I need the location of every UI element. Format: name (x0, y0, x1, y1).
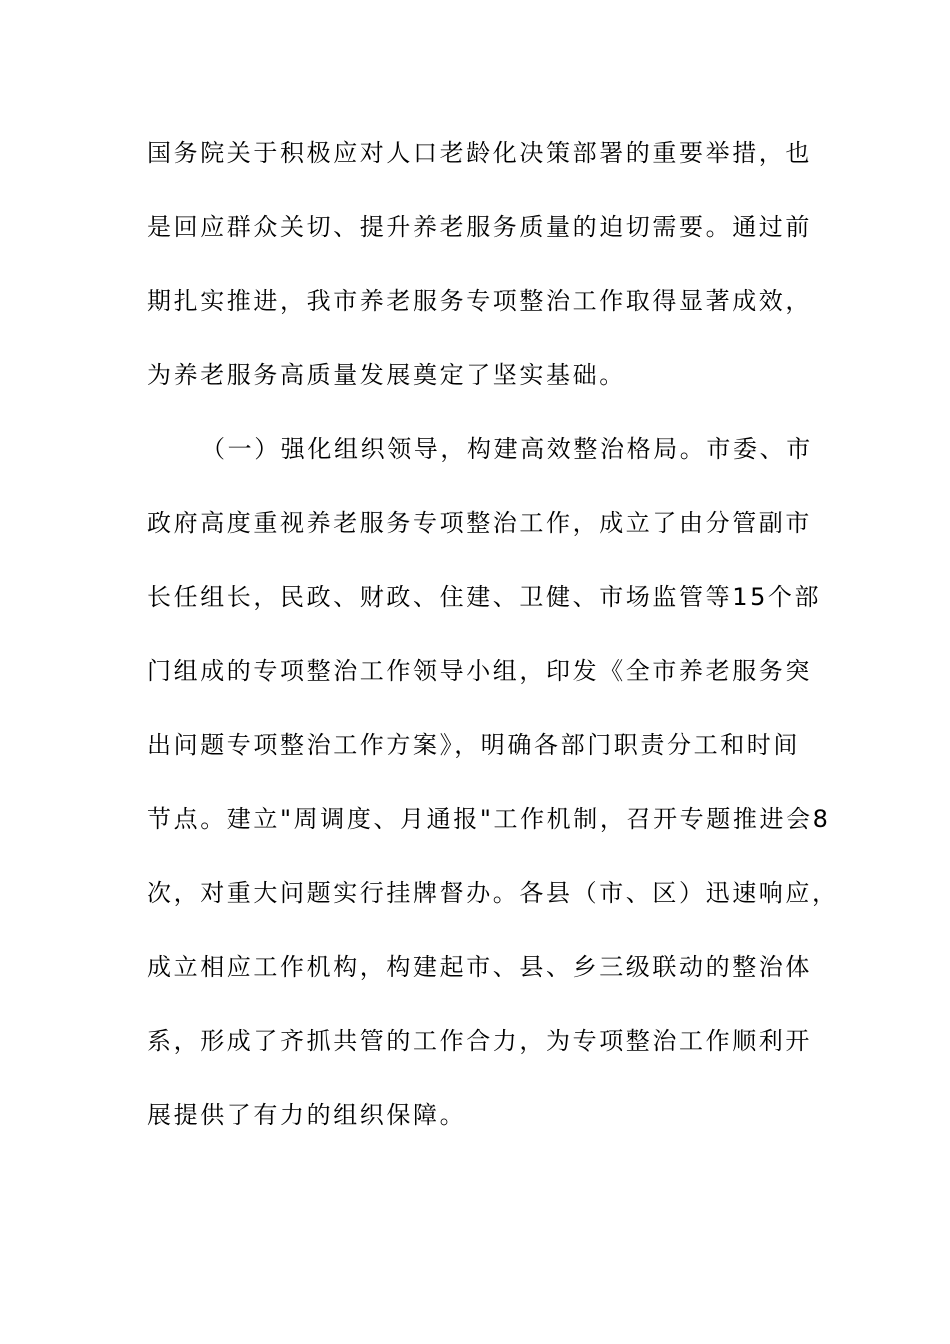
text-line: 成立相应工作机构，构建起市、县、乡三级联动的整治体 (147, 953, 812, 981)
text-line: 展提供了有力的组织保障。 (147, 1101, 467, 1129)
text-line: 次，对重大问题实行挂牌督办。各县（市、区）迅速响应， (147, 879, 839, 907)
text-line: 期扎实推进，我市养老服务专项整治工作取得显著成效， (147, 287, 812, 315)
text-line: 为养老服务高质量发展奠定了坚实基础。 (147, 361, 626, 389)
text-line: 门组成的专项整治工作领导小组，印发《全市养老服务突 (147, 657, 812, 685)
text-line: 是回应群众关切、提升养老服务质量的迫切需要。通过前 (147, 213, 812, 241)
text-line: 节点。建立"周调度、月通报"工作机制，召开专题推进会8 (147, 805, 831, 833)
text-line: 长任组长，民政、财政、住建、卫健、市场监管等15个部 (147, 583, 822, 611)
text-line: 出问题专项整治工作方案》，明确各部门职责分工和时间 (147, 731, 800, 759)
text-line: 政府高度重视养老服务专项整治工作，成立了由分管副市 (147, 509, 812, 537)
text-line: 系，形成了齐抓共管的工作合力，为专项整治工作顺利开 (147, 1027, 812, 1055)
text-line: 国务院关于积极应对人口老龄化决策部署的重要举措，也 (147, 139, 812, 167)
section-heading-line: （一）强化组织领导，构建高效整治格局。市委、市 (201, 435, 813, 463)
